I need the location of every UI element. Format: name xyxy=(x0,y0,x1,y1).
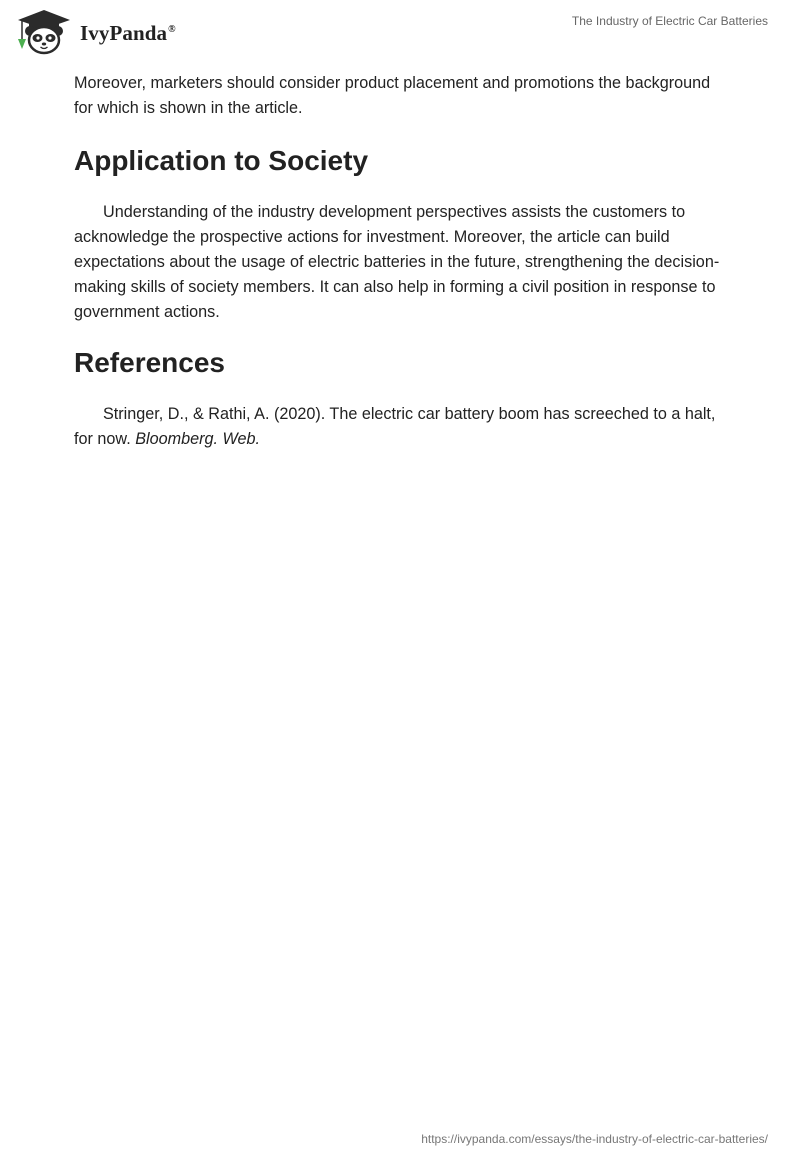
page-header xyxy=(0,0,800,64)
reference-source: Bloomberg. Web. xyxy=(135,430,260,448)
footer-url[interactable]: https://ivypanda.com/essays/the-industry-of-electric-car-batteries/ xyxy=(421,1132,768,1146)
application-paragraph: Understanding of the industry development perspectives assists the customers to acknowledge the prospective actions for investment. Moreover, the article can build expectations about the usage of electric batteries in the future, strengthening the decision-making skills of society members. It can also help in forming a civil position in response to government actions. xyxy=(74,203,720,321)
document-body xyxy=(74,71,724,452)
reference-entry xyxy=(74,402,724,452)
brand-logo[interactable] xyxy=(16,8,176,56)
intro-paragraph: Moreover, marketers should consider product placement and promotions the background for which is shown in the article. xyxy=(74,74,711,117)
application-heading: Application to Society xyxy=(74,145,369,176)
reference-text: Stringer, D., & Rathi, A. (2020). The electric car battery boom has screeched to a halt, for now. xyxy=(74,405,716,448)
brand-name: IvyPanda® xyxy=(80,20,176,45)
panda-graduate-logo-icon xyxy=(16,9,72,55)
registered-mark: ® xyxy=(168,23,176,35)
references-heading: References xyxy=(74,347,225,378)
running-title: The Industry of Electric Car Batteries xyxy=(571,14,768,28)
